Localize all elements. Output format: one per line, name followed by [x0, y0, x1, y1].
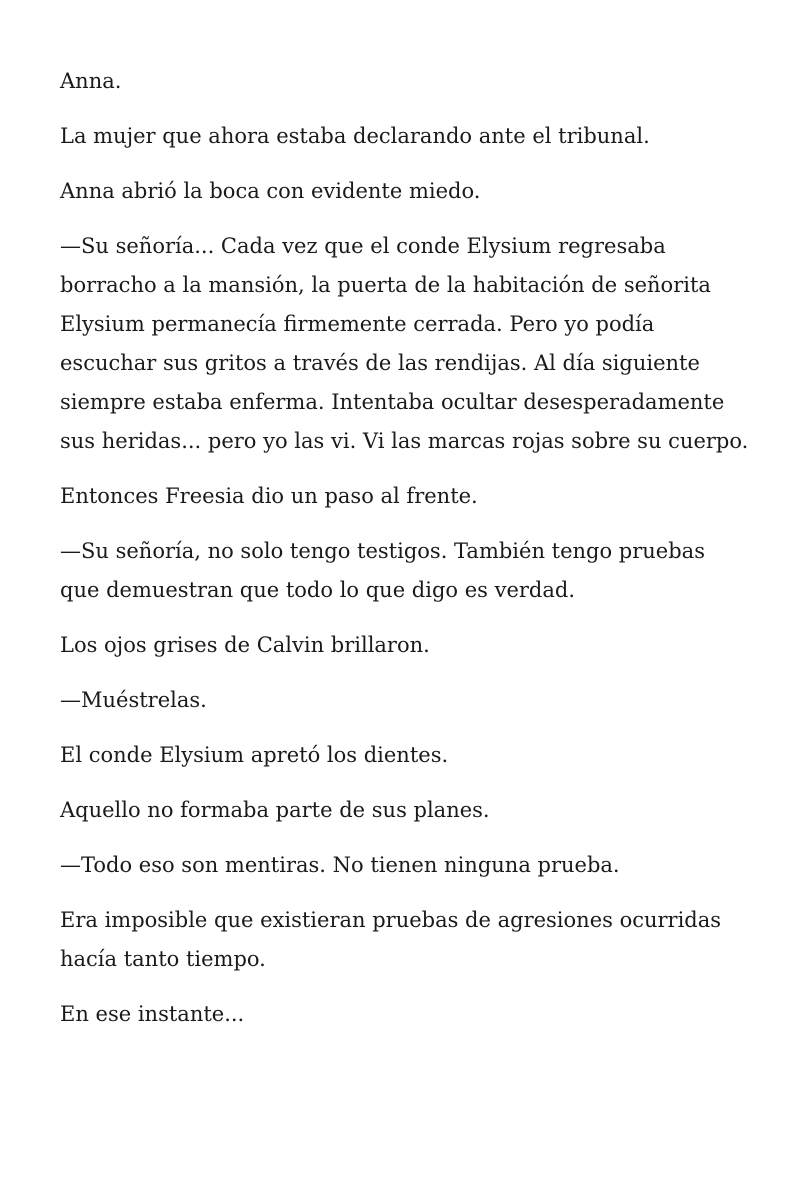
paragraph: En ese instante...: [60, 1002, 245, 1026]
paragraph: Los ojos grises de Calvin brillaron.: [60, 633, 430, 657]
document-body: [60, 62, 750, 1050]
paragraph: —Todo eso son mentiras. No tienen ninguna prueba.: [60, 853, 620, 877]
paragraph: Era imposible que existieran pruebas de agresiones ocurridas hacía tanto tiempo.: [60, 908, 722, 971]
paragraph: —Su señoría, no solo tengo testigos. También tengo pruebas que demuestran que todo lo que digo es verdad.: [60, 539, 705, 602]
paragraph: —Muéstrelas.: [60, 688, 207, 712]
paragraph: El conde Elysium apretó los dientes.: [60, 743, 449, 767]
paragraph: Entonces Freesia dio un paso al frente.: [60, 484, 478, 508]
paragraph: —Su señoría... Cada vez que el conde Elysium regresaba borracho a la mansión, la puerta de la habitación de señorita Elysium permanecía firmemente cerrada. Pero yo podía escuchar sus gritos a través de las rendijas. Al día siguiente siempre estaba enferma. Intentaba ocultar desesperadamente sus heridas... pero yo las vi. Vi las marcas rojas sobre su cuerpo.: [60, 234, 749, 453]
paragraph: Anna abrió la boca con evidente miedo.: [60, 179, 481, 203]
paragraph: La mujer que ahora estaba declarando ante el tribunal.: [60, 124, 650, 148]
paragraph: Anna.: [60, 69, 122, 93]
paragraph: Aquello no formaba parte de sus planes.: [60, 798, 490, 822]
